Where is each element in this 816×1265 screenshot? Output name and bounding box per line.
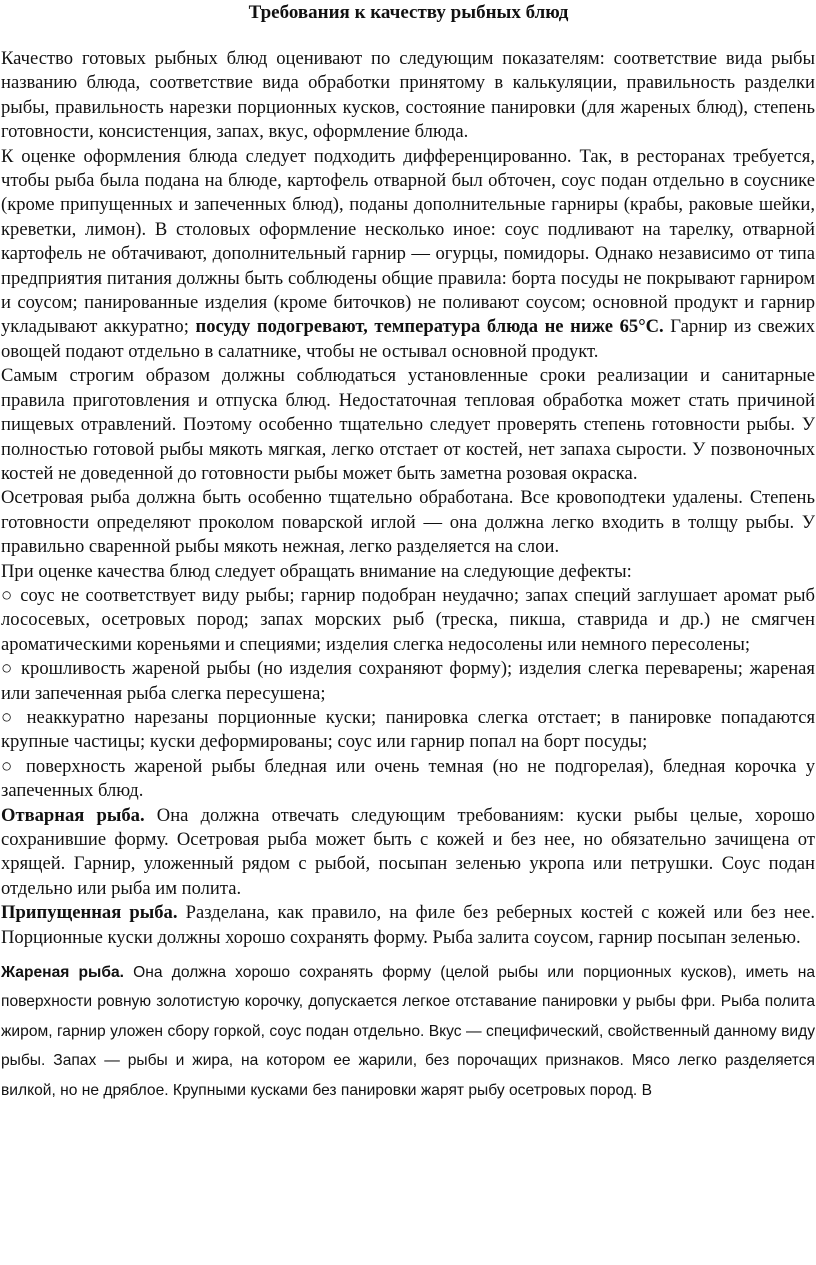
defect-item: ○ неаккуратно нарезаны порционные куски; панировка слегка отстает; в панировке попадаются крупные частицы; куски деформированы; соус или гарнир попал на борт посуды; [1,706,815,753]
fried-fish-text: Она должна хорошо сохранять форму (целой рыбы или порционных кусков), иметь на поверхности ровную золотистую корочку, допускается легкое отставание панировки у рыбы фри. Рыба полита жиром, гарнир уложен сбору горкой, соус подан отдельно. Вкус — специфический, свойственный данному виду рыбы. Запах — рыбы и жира, на котором ее жарили, без порочащих признаков. Мясо легко разделяется вилкой, но не дряблое. Крупными кусками без панировки жарят рыбу осетровых пород. В [1,964,815,1099]
defect-item: ○ крошливость жареной рыбы (но изделия сохраняют форму); изделия слегка переварены; жареная или запеченная рыба слегка пересушена; [1,658,815,704]
poached-fish-paragraph [1,901,815,950]
poached-fish-label: Припущенная рыба. [1,902,178,924]
defects-intro: При оценке качества блюд следует обращать внимание на следующие дефекты: [1,560,632,582]
boiled-fish-label: Отварная рыба. [1,804,145,826]
defect-item: ○ поверхность жареной рыбы бледная или очень темная (но не подгорелая), бледная корочка у запеченных блюд. [1,755,815,802]
safety-paragraph: Самым строгим образом должны соблюдаться установленные сроки реализации и санитарные правила приготовления и отпуска блюд. Недостаточная тепловая обработка может стать причиной пищевых отравлений. Поэтому особенно тщательно следует проверять степень готовности рыбы. У полностью готовой рыбы мякоть мягкая, легко отстает от костей, нет запаха сырости. У позвоночных костей не доведенной до готовности рыбы может быть заметна розовая окраска. [1,365,815,484]
boiled-fish-paragraph [1,804,815,902]
presentation-paragraph [1,145,815,365]
page-title: Требования к качеству рыбных блюд [248,2,569,23]
fried-fish-label: Жареная рыба. [1,964,124,982]
defect-item: ○ соус не соответствует виду рыбы; гарнир подобран неудачно; запах специй заглушает аромат рыб лососевых, осетровых пород; запах морских рыб (треска, пикша, ставрида и др.) не смягчен ароматическими кореньями и специями; изделия слегка недосолены или немного пересолены; [1,584,815,655]
presentation-text-a: К оценке оформления блюда следует подходить дифференцированно. Так, в ресторанах требуется, чтобы рыба была подана на блюде, картофель отварной был обточен, соус подан отдельно в соуснике (кроме припущенных и запеченных блюд), поданы дополнительные гарниры (крабы, раковые шейки, креветки, лимон). В столовых оформление несколько иное: соус подливают на тарелку, отварной картофель не обтачивают, дополнительный гарнир — огурцы, помидоры. Однако независимо от типа предприятия питания должны быть соблюдены общие правила: борта посуды не покрывают гарниром и соусом; панированные изделия (кроме биточков) не поливают соусом; основной продукт и гарнир укладывают аккуратно; [1,145,815,338]
fried-fish-paragraph [1,958,815,1105]
poached-fish-text: Разделана, как правило, на филе без реберных костей с кожей или без нее. Порционные куски должны хорошо сохранять форму. Рыба залита соусом, гарнир посыпан зеленью. [1,902,815,948]
document-body [1,47,815,950]
boiled-fish-text: Она должна отвечать следующим требованиям: куски рыбы целые, хорошо сохранившие форму. Осетровая рыба может быть с кожей и без нее, но обязательно зачищена от хрящей. Гарнир, уложенный рядом с рыбой, посыпан зеленью укропа или петрушки. Соус подан отдельно или рыба им полита. [1,804,815,899]
presentation-text-b: Гарнир из свежих овощей подают отдельно в салатнике, чтобы не остывал основной продукт. [1,316,816,362]
intro-paragraph: Качество готовых рыбных блюд оценивают по следующим показателям: соответствие вида рыбы названию блюда, соответствие вида обработки принятому в калькуляции, правильность разделки рыбы, правильность нарезки порционных кусков, состояние панировки (для жареных блюд), степень готовности, консистенция, запах, вкус, оформление блюда. [1,48,815,143]
sturgeon-paragraph: Осетровая рыба должна быть особенно тщательно обработана. Все кровоподтеки удалены. Степень готовности определяют проколом поварской иглой — она должна легко входить в толщу рыбы. У правильно сваренной рыбы мякоть нежная, легко разделяется на слои. [1,487,815,558]
temperature-requirement: посуду подогревают, температура блюда не ниже 65°С. [195,316,664,338]
